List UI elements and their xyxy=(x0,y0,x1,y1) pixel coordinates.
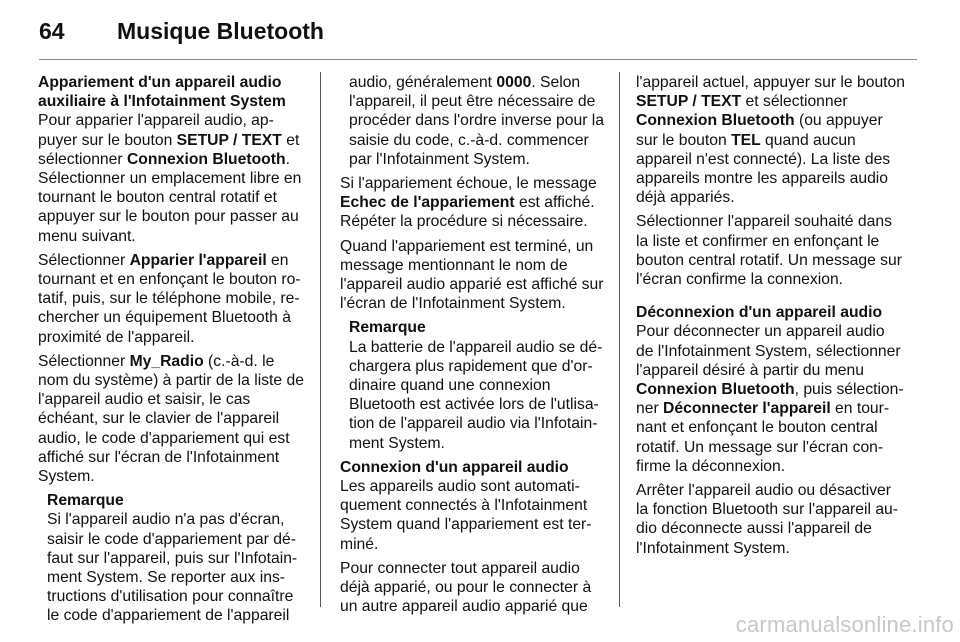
paragraph: Pour apparier l'appareil audio, appuyer sur le bouton SETUP / TEXT et sélectionner Connexion Bluetooth. Sélectionner un emplacement libre en tournant le bouton central rotatif et appuyer sur le bouton pour passer au menu suivant. xyxy=(38,112,302,245)
section-heading-connection: Connexion d'un appareil audio xyxy=(340,458,569,476)
paragraph: Sélectionner Apparier l'appareil en tournant et en enfonçant le bouton rotatif, puis, sur le téléphone mobile, rechercher un équipement Bluetooth à proximité de l'appareil. xyxy=(38,251,301,346)
column-2 xyxy=(340,73,608,621)
note-title: Remarque xyxy=(349,319,426,337)
header-rule xyxy=(39,59,917,60)
note-continuation: audio, généralement 0000. Selon l'appareil, il peut être nécessaire de procéder dans l'ordre inverse pour la saisie du code, c.-à-d. commencer par l'Infotainment System. xyxy=(349,74,605,168)
watermark: carmanualsonline.info xyxy=(735,612,954,637)
paragraph: Pour déconnecter un appareil audio de l'Infotainment System, sélectionner l'appareil désiré à partir du menu Connexion Bluetooth, puis sélectionner Déconnecter l'appareil en tournant et enfonçant le bouton central rotatif. Un message sur l'écran confirme la déconnexion. xyxy=(636,323,904,475)
page-title: Musique Bluetooth xyxy=(117,18,324,44)
paragraph: l'appareil actuel, appuyer sur le bouton SETUP / TEXT et sélectionner Connexion Bluetooth (ou appuyer sur le bouton TEL quand aucun appareil n'est connecté). La liste des appareils montre les appareils audio déjà appariés. xyxy=(636,74,905,207)
note-text: La batterie de l'appareil audio se déchargera plus rapidement que d'ordinaire quand une connexion Bluetooth est activée lors de l'utlisation de l'appareil audio via l'Infotainment System. xyxy=(349,338,603,452)
section-heading-disconnection: Déconnexion d'un appareil audio xyxy=(636,304,883,322)
paragraph: Sélectionner My_Radio (c.-à-d. le nom du système) à partir de la liste de l'appareil audio et saisir, le cas échéant, sur le clavier de l'appareil audio, le code d'appariement qui est affiché sur l'écran de l'Infotainment System. xyxy=(38,352,304,486)
page-header xyxy=(39,18,919,54)
section-heading-pairing: Appariement d'un appareil audio auxiliaire à l'Infotainment System xyxy=(38,74,286,111)
column-3 xyxy=(636,73,906,563)
paragraph: Les appareils audio sont automatiquement connectés à l'Infotainment System quand l'appariement est terminé. xyxy=(340,478,592,553)
note-text: Si l'appareil audio n'a pas d'écran, saisir le code d'appariement par défaut sur l'appareil, puis sur l'Infotainment System. Se reporter aux instructions d'utilisation pour connaître le code d'appariement de l'appareil xyxy=(47,511,298,625)
page-number: 64 xyxy=(39,18,65,44)
note-box xyxy=(349,318,608,452)
paragraph: Sélectionner l'appareil souhaité dans la liste et confirmer en enfonçant le bouton central rotatif. Un message sur l'écran confirme la connexion. xyxy=(636,213,902,289)
note-title: Remarque xyxy=(47,492,124,510)
column-divider xyxy=(320,72,321,607)
note-box xyxy=(47,491,306,625)
paragraph: Quand l'appariement est terminé, un message mentionnant le nom de l'appareil audio apparié est affiché sur l'écran de l'Infotainment System. xyxy=(340,237,604,313)
paragraph: Si l'appariement échoue, le message Echec de l'appariement est affiché. Répéter la procédure si nécessaire. xyxy=(340,175,597,231)
column-divider xyxy=(619,72,620,607)
paragraph: Pour connecter tout appareil audio déjà apparié, ou pour le connecter à un autre appareil audio apparié que xyxy=(340,559,592,616)
paragraph: Arrêter l'appareil audio ou désactiver la fonction Bluetooth sur l'appareil audio déconnecte aussi l'appareil de l'Infotainment System. xyxy=(636,482,899,557)
column-1 xyxy=(38,73,306,626)
